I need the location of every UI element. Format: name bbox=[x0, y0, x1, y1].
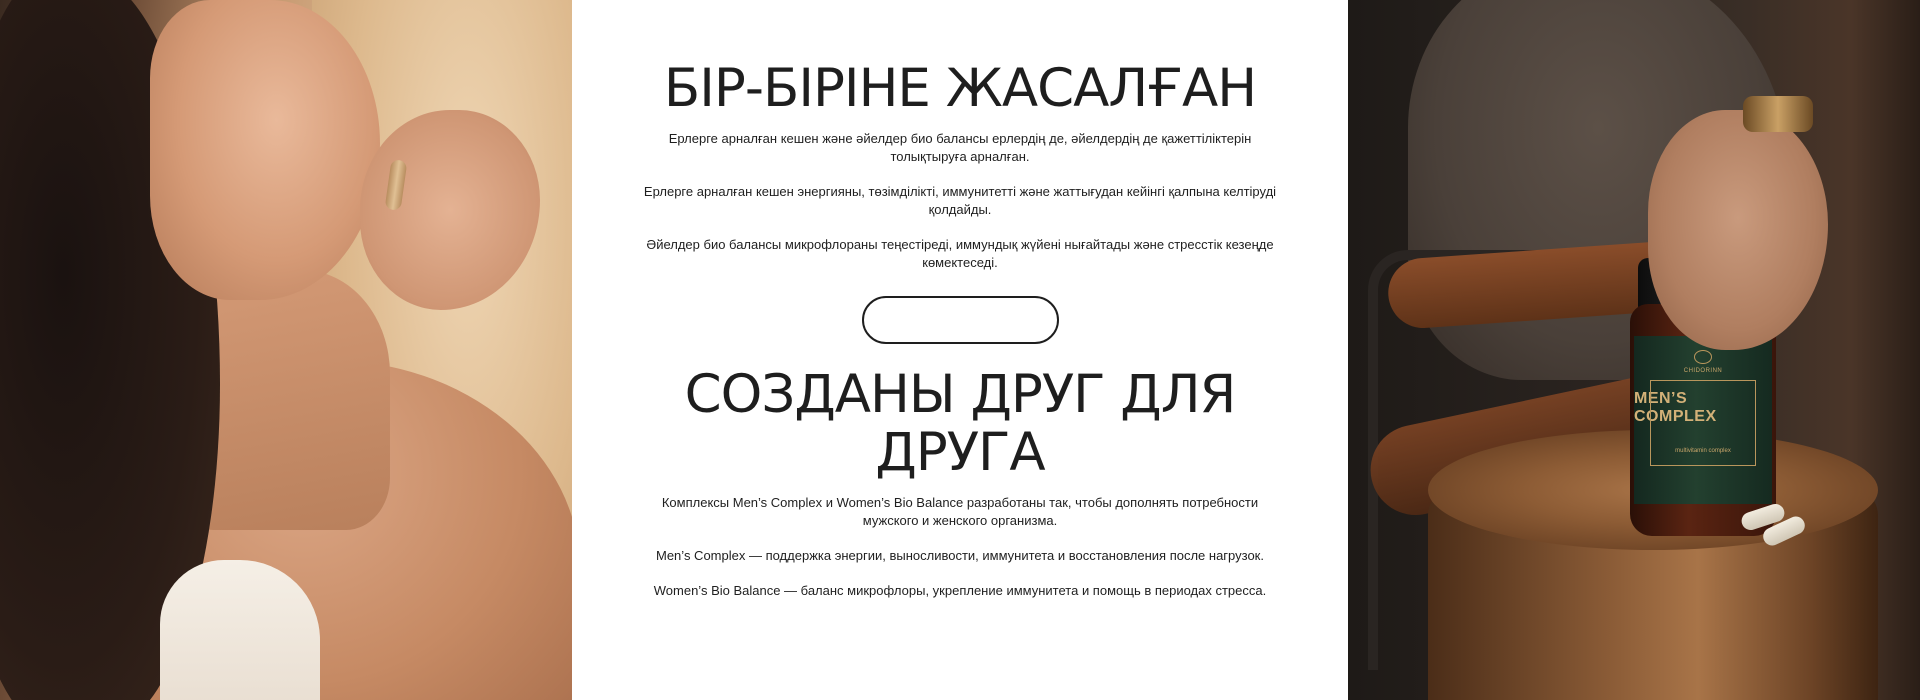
ru-title: СОЗДАНЫ ДРУГ ДЛЯ ДРУГА bbox=[684, 364, 1236, 483]
label-brand: CHIDORINN bbox=[1683, 368, 1723, 374]
kz-section bbox=[640, 60, 1280, 344]
ru-section bbox=[640, 344, 1280, 600]
mens-complex-photo bbox=[1348, 0, 1920, 700]
kz-paragraph-2: Ерлерге арналған кешен энергияны, төзімділікті, иммунитетті және жаттығудан кейінгі қалпына келтіруді қолдайды. bbox=[643, 184, 1277, 217]
jar-label bbox=[1634, 336, 1772, 504]
cta-button[interactable] bbox=[862, 296, 1059, 344]
ru-paragraph-3: Women’s Bio Balance — баланс микрофлоры, укрепление иммунитета и помощь в периодах стресса. bbox=[653, 583, 1267, 598]
kz-paragraph-1: Ерлерге арналған кешен және әйелдер био балансы ерлердің де, әйелдердің де қажеттіліктерін толықтыруға арналған. bbox=[668, 131, 1252, 164]
woman-taking-capsule-photo bbox=[0, 0, 572, 700]
photo-man-hand bbox=[1648, 110, 1828, 350]
content-column bbox=[572, 0, 1348, 700]
ru-paragraph-2: Men’s Complex — поддержка энергии, выносливости, иммунитета и восстановления после нагрузок. bbox=[656, 548, 1264, 563]
watch-icon bbox=[1743, 96, 1813, 132]
ru-paragraph-1: Комплексы Men’s Complex и Women’s Bio Balance разработаны так, чтобы дополнять потребности мужского и женского организма. bbox=[661, 495, 1259, 528]
kz-title: БІР-БІРІНЕ ЖАСАЛҒАН bbox=[663, 58, 1257, 119]
label-subtitle: multivitamin complex bbox=[1675, 448, 1731, 454]
kz-paragraph-3: Әйелдер био балансы микрофлораны теңестіреді, иммундық жүйені нығайтады және стресстік кезеңде көмектеседі. bbox=[646, 237, 1274, 270]
label-frame bbox=[1650, 380, 1756, 466]
brand-emblem-icon bbox=[1694, 350, 1712, 364]
label-product-name: MEN’S COMPLEX bbox=[1634, 390, 1717, 425]
